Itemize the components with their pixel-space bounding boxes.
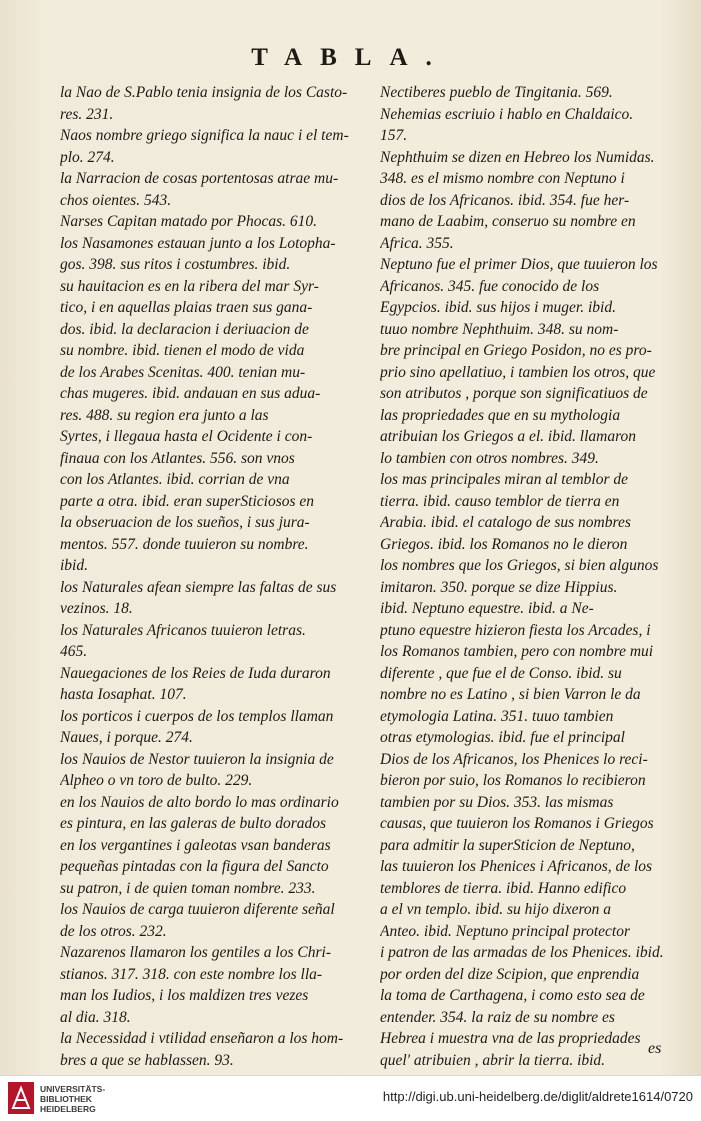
right-column [380, 82, 676, 1071]
index-line: quel' atribuien , abrir la tierra. ibid. [380, 1051, 606, 1069]
index-line: Alpheo o vn toro de bulto. 229. [60, 772, 253, 789]
index-line: gos. 398. sus ritos i costumbres. ibid. [60, 256, 291, 273]
index-line: Narses Capitan matado por Phocas. 610. [60, 213, 318, 230]
index-line: al dia. 318. [60, 1008, 131, 1026]
library-logo-icon [8, 1082, 34, 1114]
index-line: para admitir la superSticion de Neptuno, [380, 836, 635, 854]
index-line: son atributos , porque son significatiuos de [380, 385, 648, 402]
index-line: prio sino apellatiuo, i tambien los otros, que [380, 363, 656, 381]
index-line: Africa. 355. [380, 234, 454, 252]
index-line: Africanos. 345. fue conocido de los [380, 277, 600, 295]
index-line: en los Nauios de alto bordo lo mas ordinario [60, 793, 339, 811]
index-line: tambien por su Dios. 353. las mismas [380, 793, 614, 811]
index-line: plo. 274. [60, 148, 115, 166]
index-line: 348. es el mismo nombre con Neptuno i [380, 170, 625, 187]
index-line: nombre no es Latino , si bien Varron le da [380, 686, 641, 703]
left-column [60, 82, 350, 1071]
index-line: mentos. 557. donde tuuieron su nombre. [60, 535, 309, 553]
index-line: de los otros. 232. [60, 922, 167, 940]
index-line: pequeñas pintadas con la figura del Sancto [60, 858, 329, 875]
index-line: causas, que tuuieron los Romanos i Griegos [380, 815, 654, 832]
index-line: Nephthuim se dizen en Hebreo los Numidas. [380, 148, 655, 166]
index-line: en los vergantines i galeotas vsan banderas [60, 836, 331, 854]
index-line: los mas principales miran al temblor de [380, 471, 628, 488]
index-line: man los Iudios, i los maldizen tres vezes [60, 987, 309, 1004]
index-line: finaua con los Atlantes. 556. son vnos [60, 449, 295, 467]
index-line: Nehemias escriuio i hablo en Chaldaico. [380, 105, 634, 123]
index-line: tico, i en aquellas plaias traen sus gana- [60, 299, 313, 316]
index-line: a el vn templo. ibid. su hijo dixeron a [380, 901, 612, 918]
index-line: las tuuieron los Phenices i Africanos, de los [380, 858, 653, 875]
index-line: los Naturales Africanos tuuieron letras. [60, 621, 306, 639]
index-line: 157. [380, 127, 408, 144]
index-line: diferente , que fue el de Conso. ibid. su [380, 664, 622, 682]
index-line: tuuo nombre Nephthuim. 348. su nom- [380, 320, 619, 338]
index-line: los Romanos tambien, pero con nombre mui [380, 643, 654, 660]
index-line: etymologia Latina. 351. tuuo tambien [380, 707, 614, 725]
index-line: otras etymologias. ibid. fue el principal [380, 729, 625, 746]
index-line: bres a que se hablassen. 93. [60, 1051, 234, 1069]
index-line: su nombre. ibid. tienen el modo de vida [60, 342, 305, 359]
index-line: los nombres que los Griegos, si bien algunos [380, 557, 659, 574]
index-line: ibid. [60, 557, 88, 574]
index-line: Nectiberes pueblo de Tingitania. 569. [380, 84, 613, 101]
index-line: res. 231. [60, 105, 114, 123]
viewer-footer [0, 1075, 701, 1121]
index-line: chos oientes. 543. [60, 191, 172, 209]
index-line: entender. 354. la raiz de su nombre es [380, 1008, 615, 1026]
index-line: los Nauios de carga tuuieron diferente señal [60, 901, 335, 918]
index-line: atribuian los Griegos a el. ibid. llamaron [380, 428, 637, 445]
index-line: la toma de Carthagena, i como esto sea de [380, 987, 645, 1004]
index-line: Egypcios. ibid. sus hijos i muger. ibid. [380, 299, 616, 316]
index-line: bieron por suio, los Romanos lo recibieron [380, 772, 646, 789]
index-line: Arabia. ibid. el catalogo de sus nombres [380, 514, 631, 531]
index-line: parte a otra. ibid. eran superSticiosos en [60, 492, 315, 510]
index-line: Nazarenos llamaron los gentiles a los Chri- [60, 944, 331, 961]
index-line: la obseruacion de los sueños, i sus jura- [60, 514, 310, 531]
catchword: es [648, 1040, 662, 1057]
index-line: res. 488. su region era junto a las [60, 406, 269, 424]
index-line: dos. ibid. la declaracion i deriuacion de [60, 320, 309, 338]
index-line: los porticos i cuerpos de los templos llaman [60, 707, 334, 725]
index-line: Dios de los Africanos, los Phenices lo reci- [380, 750, 648, 768]
index-line: imitaron. 350. porque se dize Hippius. [380, 578, 618, 596]
page-title: TABLA. [251, 44, 450, 71]
index-line: los Nauios de Nestor tuuieron la insignia de [60, 750, 334, 768]
index-line: 465. [60, 643, 88, 660]
index-line: tierra. ibid. causo temblor de tierra en [380, 492, 620, 510]
index-line: hasta Iosaphat. 107. [60, 686, 187, 703]
index-line: las propriedades que en su mythologia [380, 406, 621, 424]
index-line: mano de Laabim, conseruo su nombre en [380, 213, 636, 230]
index-line: su patron, i de quien toman nombre. 233. [60, 879, 316, 897]
source-url[interactable]: http://digi.ub.uni-heidelberg.de/diglit/aldrete1614/0720 [382, 1089, 693, 1104]
index-line: con los Atlantes. ibid. corrian de vna [60, 471, 290, 488]
index-line: por orden del dize Scipion, que enprendia [380, 965, 640, 983]
index-line: bre principal en Griego Posidon, no es pro- [380, 342, 652, 359]
index-line: su hauitacion es en la ribera del mar Syr- [60, 277, 319, 295]
index-line: los Naturales afean siempre las faltas de sus [60, 578, 337, 596]
index-line: Nauegaciones de los Reies de Iuda duraron [60, 664, 331, 682]
index-line: ibid. Neptuno equestre. ibid. a Ne- [380, 600, 594, 617]
index-line: Naos nombre griego significa la nauc i el tem- [60, 127, 349, 144]
index-line: de los Arabes Scenitas. 400. tenian mu- [60, 363, 306, 381]
index-line: Neptuno fue el primer Dios, que tuuieron los [380, 256, 658, 273]
index-line: es pintura, en las galeras de bulto dorados [60, 815, 327, 832]
index-line: Naues, i porque. 274. [60, 729, 193, 746]
index-line: vezinos. 18. [60, 600, 133, 617]
index-line: la Narracion de cosas portentosas atrae mu- [60, 170, 339, 187]
index-line: temblores de tierra. ibid. Hanno edifico [380, 879, 627, 897]
index-line: dios de los Africanos. ibid. 354. fue her- [380, 191, 630, 209]
index-line: la Nao de S.Pablo tenia insignia de los Casto- [60, 84, 348, 101]
index-line: i patron de las armadas de los Phenices. ibid. [380, 944, 664, 961]
index-line: lo tambien con otros nombres. 349. [380, 449, 599, 467]
index-line: Anteo. ibid. Neptuno principal protector [380, 922, 630, 940]
library-name: UNIVERSITÄTS- BIBLIOTHEK HEIDELBERG [40, 1084, 106, 1114]
index-line: Hebrea i muestra vna de las propriedades [380, 1030, 641, 1047]
index-line: Syrtes, i llegaua hasta el Ocidente i con- [60, 428, 313, 445]
index-line: Griegos. ibid. los Romanos no le dieron [380, 535, 628, 553]
index-line: ptuno equestre hizieron fiesta los Arcades, i [380, 621, 651, 639]
index-line: la Necessidad i vtilidad enseñaron a los hom- [60, 1030, 344, 1047]
index-line: los Nasamones estauan junto a los Lotopha- [60, 234, 336, 252]
index-line: stianos. 317. 318. con este nombre los lla- [60, 965, 323, 983]
index-line: chas mugeres. ibid. andauan en sus adua- [60, 385, 321, 402]
